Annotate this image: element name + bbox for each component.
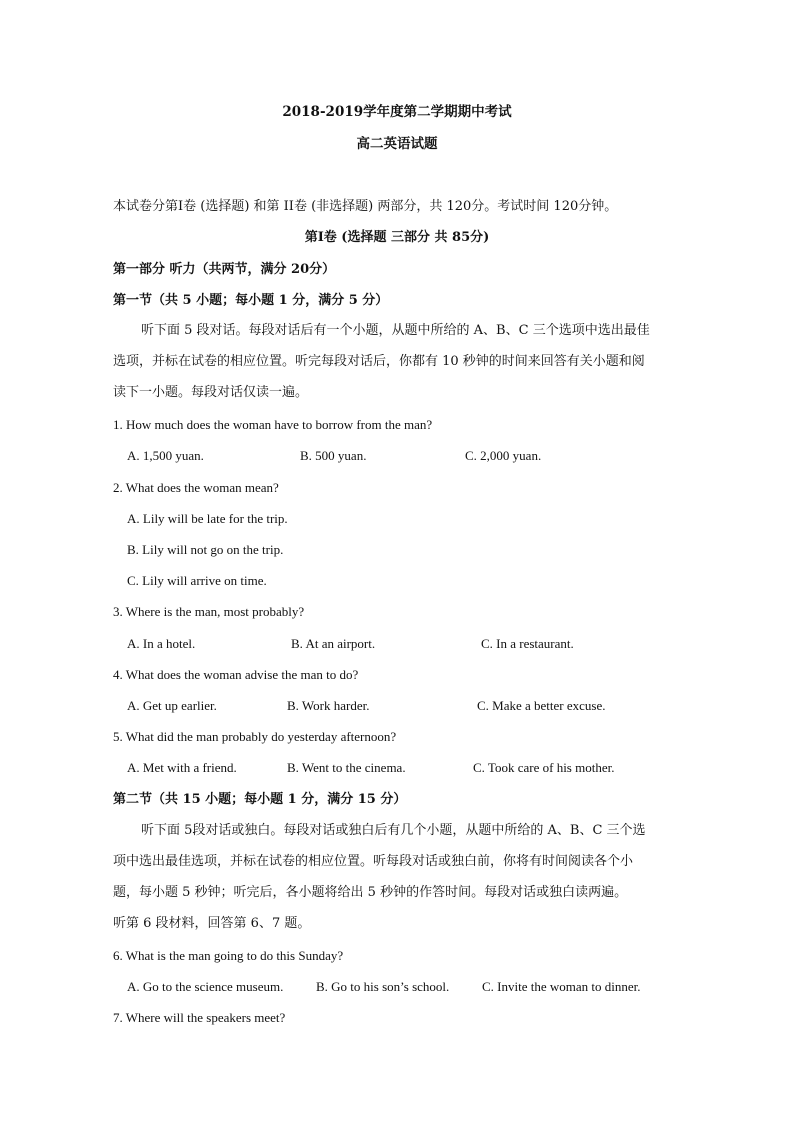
question-stem: 3. Where is the man, most probably? [113,604,305,619]
question-stem: 5. What did the man probably do yesterday afternoon? [113,729,397,744]
option-c: C. Invite the woman to dinner. [482,979,641,994]
option-c: C. In a restaurant. [481,636,574,651]
instruction-line: 听下面 5段对话或独白。每段对话或独白后有几个小题，从题中所给的 A、B、C 三个选 [141,823,646,838]
option-a: A. 1,500 yuan. [127,448,204,463]
volume-heading: 第Ⅰ卷 (选择题 三部分 共 85分) [304,230,490,245]
option-b: B. At an airport. [291,636,376,651]
section-heading: 第一节（共 5 小题；每小题 1 分，满分 5 分） [113,293,389,308]
option-a: A. Get up earlier. [127,698,217,713]
option-a: A. In a hotel. [127,636,196,651]
question-stem: 7. Where will the speakers meet? [113,1010,286,1025]
instruction-line: 读下一小题。每段对话仅读一遍。 [113,385,309,400]
instruction-line: 项中选出最佳选项，并标在试卷的相应位置。听每段对话或独白前，你将有时间阅读各个小 [113,854,634,869]
instruction-line: 选项，并标在试卷的相应位置。听完每段对话后，你都有 10 秒钟的时间来回答有关小题和阅 [113,354,645,369]
option-c: C. 2,000 yuan. [465,448,542,463]
option-b: B. Go to his son’s school. [316,979,450,994]
part-heading: 第一部分 听力（共两节，满分 20分） [113,262,336,277]
exam-intro: 本试卷分第Ⅰ卷 (选择题) 和第 II卷 (非选择题) 两部分，共 120分。考试时间 120分钟。 [113,199,618,214]
option-c: C. Took care of his mother. [473,760,615,775]
question-stem: 2. What does the woman mean? [113,480,279,495]
option-a: A. Lily will be late for the trip. [127,511,288,526]
instruction-line: 题，每小题 5 秒钟；听完后，各小题将给出 5 秒钟的作答时间。每段对话或独白读两遍。 [113,885,628,900]
material-note: 听第 6 段材料，回答第 6、7 题。 [113,916,311,931]
exam-subtitle: 高二英语试题 [356,136,438,152]
option-a: A. Go to the science museum. [127,979,284,994]
question-stem: 1. How much does the woman have to borrow from the man? [113,417,433,432]
option-b: B. Work harder. [287,698,370,713]
section-heading: 第二节（共 15 小题；每小题 1 分，满分 15 分） [113,792,407,807]
option-a: A. Met with a friend. [127,760,237,775]
exam-title: 2018-2019学年度第二学期期中考试 [282,104,512,120]
option-c: C. Make a better excuse. [477,698,606,713]
question-stem: 4. What does the woman advise the man to do? [113,667,359,682]
option-b: B. 500 yuan. [300,448,367,463]
option-c: C. Lily will arrive on time. [127,573,267,588]
instruction-line: 听下面 5 段对话。每段对话后有一个小题，从题中所给的 A、B、C 三个选项中选出最佳 [141,323,650,338]
option-b: B. Went to the cinema. [287,760,406,775]
question-stem: 6. What is the man going to do this Sunday? [113,948,344,963]
option-b: B. Lily will not go on the trip. [127,542,284,557]
